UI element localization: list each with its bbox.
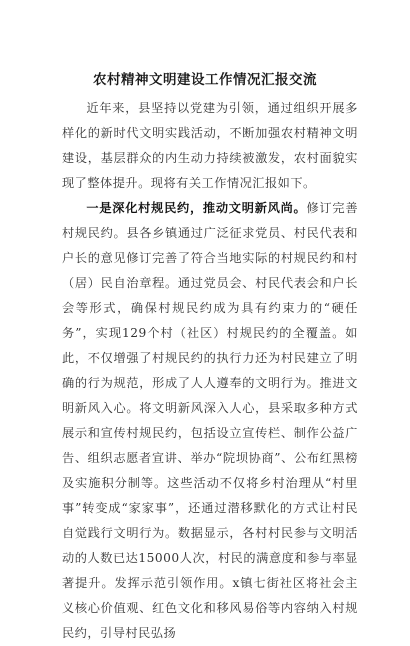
section-1-lead: 一是深化村规民约，推动文明新风尚。 [86,201,307,215]
document-title: 农村精神文明建设工作情况汇报交流 [93,72,317,88]
document-body [62,96,358,646]
intro-paragraph: 近年来，县坚持以党建为引领，通过组织开展多样化的新时代文明实践活动，不断加强农村精神文明建设，基层群众的内生动力持续被激发，农村面貌实现了整体提升。现将有关工作情况汇报如下。 [62,101,358,190]
section-1-body: 修订完善村规民约。县各乡镇通过广泛征求党员、村民代表和户长的意见修订完善了符合当地实际的村规民约和村（居）民自治章程。通过党员会、村民代表会和户长会等形式，确保村规民约成为具有约束力的“硬任务”，实现129个村（社区）村规民约的全覆盖。如此，不仅增强了村规民约的执行力还为村民建立了明确的行为规范，形成了人人遵奉的文明行为。推进文明新风入心。将文明新风深入人心，县采取多种方式展示和宣传村规民约，包括设立宣传栏、制作公益广告、组织志愿者宣讲、举办“院坝协商”、公布红黑榜及实施积分制等。这些活动不仅将乡村治理从“村里事”转变成“家家事”，还通过潜移默化的方式让村民自觉践行文明行为。数据显示，各村村民参与文明活动的人数已达15000人次，村民的满意度和参与率显著提升。发挥示范引领作用。x镇七街社区将社会主义核心价值观、红色文化和移风易俗等内容纳入村规民约，引导村民弘扬 [62,201,359,640]
section-1-paragraph [62,196,358,646]
